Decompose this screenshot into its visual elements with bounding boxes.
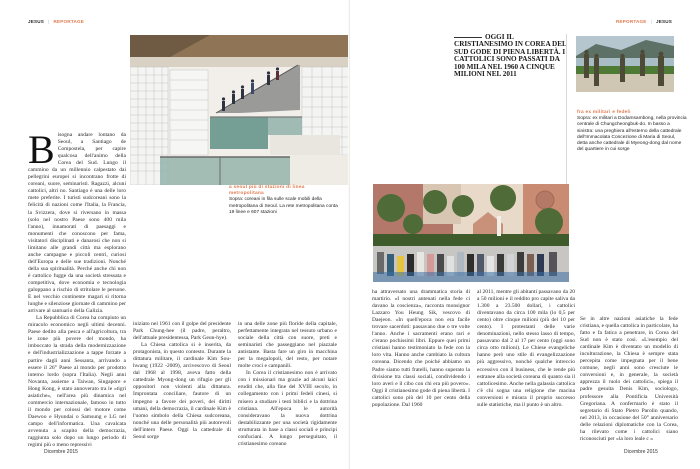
- separator: |: [650, 19, 652, 24]
- caption-text: Sopra: ex militari a Dodamsambong, nella provincia centrale di Chungcheongbuk-do. In basso a sinistra: una preghiera all'esterno della cattedrale dell'Immacolata Concezione di Maria di Seoul, detta anche cattedrale di Myeong-dong dal nome del quartiere in cui sorge: [577, 116, 687, 153]
- escalator-image: [130, 35, 350, 185]
- body-column-6: [580, 316, 678, 443]
- section-label: JESUS: [655, 19, 673, 24]
- pullquote-text: OGGI IL CRISTIANESIMO IN COREA DEL SUD GODE DI PIENA LIBERTÀ. I CATTOLICI SONO PASSATI DA 100 MILA NEL 1960 A CINQUE MILIONI NEL 2011: [454, 33, 567, 79]
- body-column-4: [372, 289, 470, 409]
- paragraph: al 2011, mentre gli abitanti passavano da 20 a 50 milioni e il reddito pro capite saliva da 1.300 a 23.500 dollari, i cattolici diventavano da circa 100 mila (lo 0,5 per cento) oltre cinque milioni (più del 10 per cento). I protestanti delle varie denominazioni, nello stesso lasso di tempo, passavano dal 2 al 17 per cento (oggi sono circa otto milioni). Le Chiese evangeliche hanno però uno stile di evangelizzazione più aggressivo, nonché qualche intreccio eccessivo con il business, che le rende più estranee alla società coreana di quanto sia il cattolicesimo. Anche nella galassia cattolica c'è chi sogna una religione che macina conversioni e misura il proprio successo sulle statistiche, ma il punto è un altro.: [477, 289, 575, 408]
- paragraph: iniziato nel 1961 con il golpe del presidente Park Chung-hee (il padre, peraltro, dell'attuale presidentessa, Park Geun-hye).: [133, 321, 231, 342]
- cathedral-photo: [373, 184, 569, 282]
- issue-date: Dicembre 2015: [44, 449, 78, 455]
- cathedral-image: [373, 184, 569, 282]
- paragraph: ha attraversato una drammatica storia di martirio. «I nostri antenati nella fede ci davano la coscienza», racconta monsignor Lazzaro You Heung Sik, vescovo di Daejeon. «In quell'epoca non era facile trovare sacerdoti: passavano due o tre volte l'anno. Anche i sacramenti erano rari e c'erano pochissimi libri. Eppure quei primi cristiani hanno testimoniato la fede con la loro vita. Hanno anche cambiato la cultura coreana. Dicendo che poiché abbiamo un Padre siamo tutti fratelli, hanno superato la divisione tra classi sociali, condividendo i loro averi e il cibo con chi era più povero». Oggi il cristianesimo gode di piena libertà. I cattolici sono più del 10 per cento della popolazione. Dal 1960: [372, 289, 470, 408]
- pull-quote: [454, 34, 569, 78]
- issue-date: Dicembre 2015: [624, 449, 658, 455]
- escalator-caption: [229, 185, 339, 216]
- drop-cap: B: [28, 127, 55, 172]
- paragraph: In Corea il cristianesimo non è arrivato con i missionari ma grazie ad alcuni laici eruditi che, alla fine del XVIII secolo, in collegamento con i primi fedeli cinesi, si misero a studiare i testi biblici e la dottrina cristiana. All'epoca le autorità consideravano la nuova dottrina destabilizzante per una società rigidamente strutturata in base a classi sociali e principi confuciani. A lungo perseguitato, il cristianesimo coreano: [238, 370, 337, 447]
- paragraph: La Repubblica di Corea ha compiuto un miracolo economico negli ultimi decenni. Paese dedito alla pesca e all'agricoltura, tra le zone più povere del mondo, ha imboccato la strada della modernizzazione e dell'industrializzazione a tappe forzate a partire dagli anni Sessanta, arrivando a essere il 26° Paese al mondo per prodotto interno lordo (sopra l'Italia). Negli anni Novanta, assieme a Taiwan, Singapore e Hong Kong, è stato annoverato tra le «tigri asiatiche», nell'area più dinamica nel commercio internazionale, famoso in tutto il mondo per colossi del motore come Daewoo e Hyundai o Samsung e LG nel campo dell'informatica. Una cavalcata avvenuta a scapito della democrazia, raggiunta solo dopo un lungo periodo di regimi più o meno repressivi: [28, 315, 126, 449]
- body-column-3: [238, 321, 337, 448]
- pullquote-rule: [454, 37, 482, 38]
- caption-text: Sopra: coreani in fila sulle scale mobili della metropolitana di Seoul. La rete metropolitana conta 19 linee e 607 stazioni: [229, 197, 338, 215]
- body-column-5: [477, 289, 575, 409]
- paragraph: isogna andare lontano da Seoul, a Santiago de Compostela, per capire qualcosa dell'animo della Corea del Sud. Lungo il cammino da un millennio calpestato dai pellegrini europei si incontrano frotte di coreani, suore, seminaristi. Ragazzi, alcuni cattolici, altri no. Santiago è una delle loro mete preferite. I turisti sudcoreani sono la felicità di nazioni come l'Italia, la Francia, la Svizzera, dove si riversano in massa (solo nel nostro Paese sono 400 mila l'anno), innamorati di paesaggi e monumenti che conoscono per fama, visitatori disciplinati e danarosi che non si limitano alle grandi città ma esplorano anche campagne e piccoli centri, curiosi dell'Europa e delle sue tradizioni. Nonché della sua spiritualità. Perché anche chi non è cattolico fugge da una società stressata e competitiva, dove economia e tecnologia galoppano a rischio di stritolare le persone. E nel vecchio continente magari si ritorna lunghe e silenziose giornate di cammino per arrivare al santuario della Galizia.: [28, 132, 126, 315]
- separator: |: [48, 19, 50, 24]
- soldiers-image: [576, 36, 674, 92]
- caption-title: a seoul più di stazioni di linea metropolitana: [229, 185, 305, 197]
- paragraph: in una delle zone più floride della capitale, perfettamente integrata nel tessuto urbano e sociale della città con suore, preti e seminaristi che passeggiano nel piazzale antistante. Basta fare un giro in macchina per la megalopoli, del resto, per notare molte croci e campanili.: [238, 321, 337, 370]
- body-column-1: [28, 127, 126, 449]
- section-label: JESUS: [28, 19, 45, 24]
- caption-title: fra ex militari e fedeli: [577, 110, 631, 115]
- soldiers-photo: [576, 36, 674, 92]
- paragraph: La Chiesa cattolica si è inserita, da protagonista, in questo contesto. Durante la dittatura militare, il cardinale Kim Sou-hwang (1922 -2009), arcivescovo di Seoul dal 1968 al 1998, aveva fatto della cattedrale Myong-dong un rifugio per gli oppositori non violenti alla dittatura. Improntata conciliare, fautore di un impegno a favore dei poveri, dei diritti umani, della democrazia, il cardinale Kim è l'uomo simbolo della Chiesa sudcoreana, nonché una delle personalità più autorevoli dell'intero Paese. Oggi la cattedrale di Seoul sorge: [133, 342, 231, 440]
- paragraph: Se in altre nazioni asiatiche la fede cristiana, e quella cattolica in particolare, ha fatto e fa fatica a penetrare, in Corea del Sud non è stato così. «L'esempio del cardinale Kim è diventato un modello di inculturazione, la Chiesa è sempre stata percepita come impegnata per il bene comune, negli anni sono cresciute le conversioni e, in generale, la società apprezza il ruolo dei cattolici», spiega il padre gesuita Denis Kim, sociologo, professore alla Pontificia Università Gregoriana. A confermarlo è stato il segretario di Stato Pietro Parolin quando, nel 2013, in occasione del 50° anniversario delle relazioni diplomatiche con la Corea, ha rilevato come i cattolici siano riconosciuti per «la loro leale c »: [580, 316, 678, 442]
- running-head-right: [616, 19, 672, 24]
- escalator-photo: [130, 35, 350, 185]
- folio-right: [624, 449, 668, 455]
- body-column-2: [133, 321, 231, 441]
- running-head-left: [28, 19, 84, 24]
- category-label: REPORTAGE: [616, 19, 647, 24]
- folio-left: [34, 449, 78, 455]
- category-label: REPORTAGE: [53, 19, 85, 24]
- soldiers-caption: [577, 110, 687, 153]
